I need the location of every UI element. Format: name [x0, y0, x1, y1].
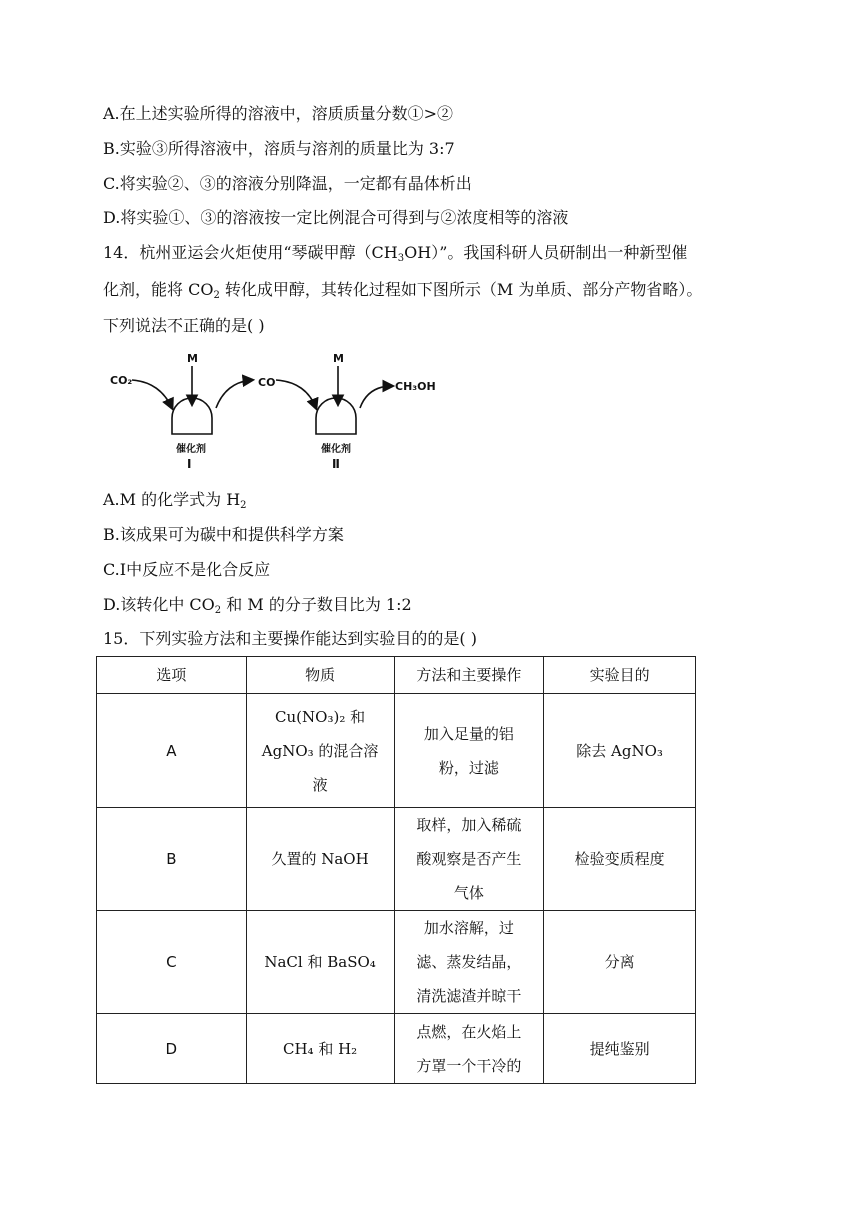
catalyst-2-shape [316, 398, 356, 434]
table-row [97, 694, 696, 808]
row-option: B [97, 808, 247, 911]
catalyst-2-number: Ⅱ [332, 457, 340, 471]
table-row [97, 911, 696, 1014]
q13-option-d: D.将实验①、③的溶液按一定比例混合可得到与②浓度相等的溶液 [103, 208, 569, 227]
q13-option-c: C.将实验②、③的溶液分别降温，一定都有晶体析出 [103, 174, 472, 193]
co-in-arrow [276, 380, 316, 408]
q15-stem: 15．下列实验方法和主要操作能达到实验目的的是( ) [103, 629, 477, 648]
q13-option-a: A.在上述实验所得的溶液中，溶质质量分数①>② [103, 104, 454, 123]
q14-stem-line2: 化剂，能将 $CO_2$ 转化成甲醇，其转化过程如下图所示（M 为单质、部分产物省略）。 [103, 280, 703, 301]
co2-in-arrow [132, 380, 172, 408]
row-method: 点燃，在火焰上 方罩一个干冷的 [394, 1014, 544, 1084]
q15-options-table [96, 656, 696, 1084]
q13-option-b: B.实验③所得溶液中，溶质与溶剂的质量比为 3:7 [103, 139, 455, 158]
co2-label: CO₂ [110, 374, 133, 387]
q14-stem-line3: 下列说法不正确的是( ) [103, 316, 265, 335]
q14-option-d: D.该转化中 $CO_2$ 和 M 的分子数目比为 1:2 [103, 595, 412, 616]
row-purpose: 分离 [544, 911, 696, 1014]
q14-option-b: B.该成果可为碳中和提供科学方案 [103, 525, 344, 544]
row-option: D [97, 1014, 247, 1084]
row-substance: NaCl 和 BaSO₄ [246, 911, 394, 1014]
header-substance: 物质 [246, 657, 394, 694]
header-option: 选项 [97, 657, 247, 694]
m-label-2: M [333, 352, 344, 365]
q14-option-c: C.Ⅰ中反应不是化合反应 [103, 560, 271, 579]
header-purpose: 实验目的 [544, 657, 696, 694]
table-row [97, 1014, 696, 1084]
m-label-1: M [187, 352, 198, 365]
table-row [97, 808, 696, 911]
q14-option-a: A.M 的化学式为 $H_2$ [103, 490, 247, 511]
row-purpose: 检验变质程度 [544, 808, 696, 911]
ch3oh-label: CH₃OH [395, 380, 436, 393]
ch3oh-out-arrow [360, 386, 392, 408]
row-purpose: 提纯鉴别 [544, 1014, 696, 1084]
row-purpose: 除去 AgNO₃ [544, 694, 696, 808]
co-label: CO [258, 376, 276, 389]
conversion-diagram [110, 348, 450, 478]
table-header-row [97, 657, 696, 694]
catalyst-1-number: Ⅰ [187, 457, 192, 471]
row-substance: Cu(NO₃)₂ 和 AgNO₃ 的混合溶 液 [246, 694, 394, 808]
q14-stem-line1: 14．杭州亚运会火炬使用“琴碳甲醇$(CH_3OH)$”。我国科研人员研制出一种新型催 [103, 243, 688, 264]
catalyst-1-label: 催化剂 [176, 444, 206, 455]
row-method: 加水溶解，过 滤、蒸发结晶， 清洗滤渣并晾干 [394, 911, 544, 1014]
row-method: 加入足量的铝 粉，过滤 [394, 694, 544, 808]
co-out-arrow [216, 380, 252, 408]
header-method: 方法和主要操作 [394, 657, 544, 694]
row-substance: 久置的 NaOH [246, 808, 394, 911]
row-substance: CH₄ 和 H₂ [246, 1014, 394, 1084]
catalyst-2-label: 催化剂 [321, 444, 351, 455]
row-option: C [97, 911, 247, 1014]
row-method: 取样，加入稀硫 酸观察是否产生 气体 [394, 808, 544, 911]
row-option: A [97, 694, 247, 808]
